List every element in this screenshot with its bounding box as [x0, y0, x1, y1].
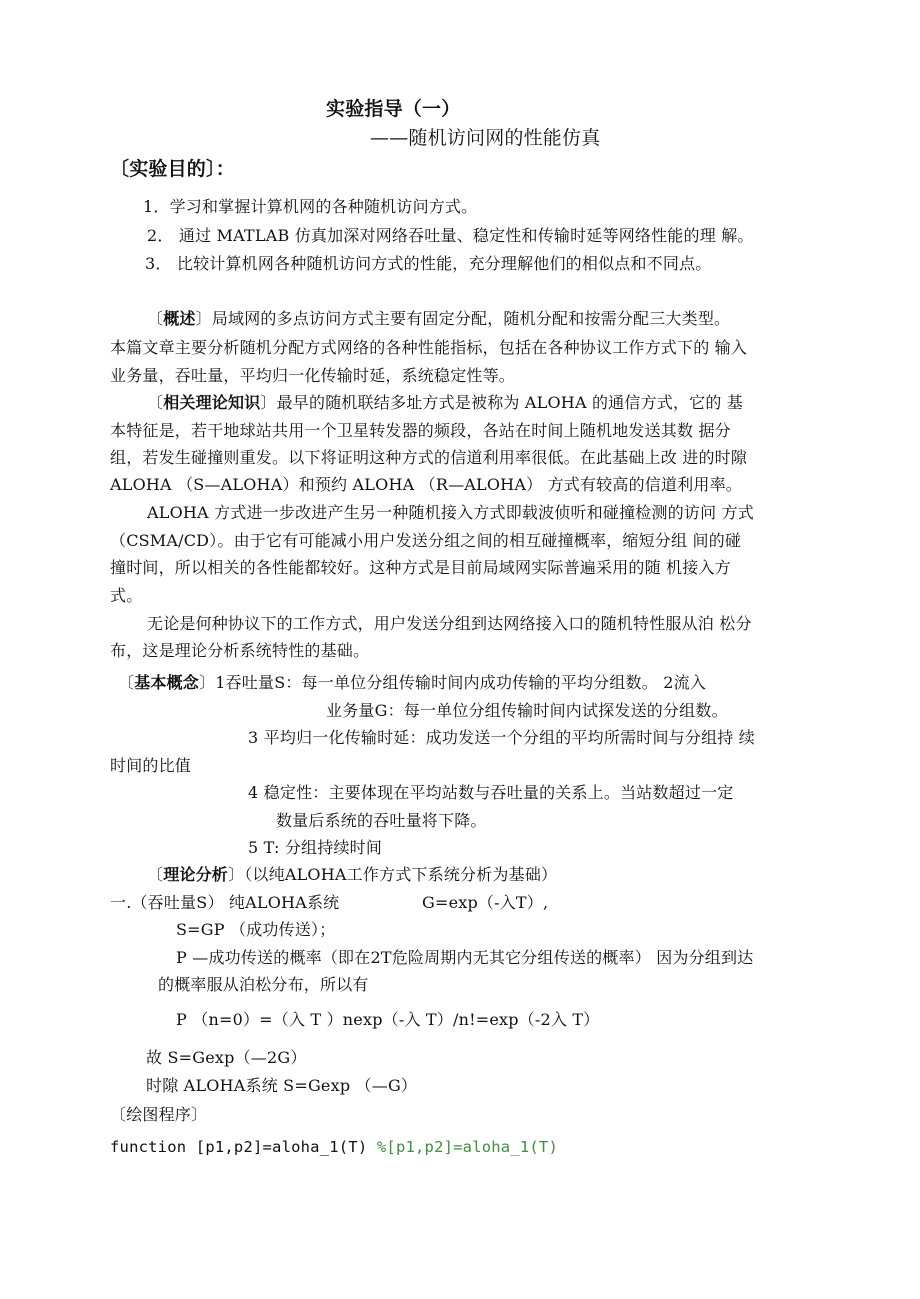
theory-p3-line-2: 布，这是理论分析系统特性的基础。	[110, 641, 370, 660]
overview-line-3: 业务量，吞吐量，平均归一化传输时延，系统稳定性等。	[110, 366, 516, 385]
concepts-line-5: 4 稳定性：主要体现在平均站数与吞吐量的关系上。当站数超过一定	[248, 783, 734, 802]
analysis-result-2: 时隙 ALOHA系统 S=Gexp （—G）	[146, 1076, 418, 1095]
analysis-line-3: P —成功传送的概率（即在2T危险周期内无其它分组传送的概率） 因为分组到达	[176, 948, 754, 967]
theory-p2-line-3: 撞时间，所以相关的各性能都较好。这种方式是目前局域网实际普遍采用的随 机接入方	[110, 558, 731, 577]
overview-line-2: 本篇文章主要分析随机分配方式网络的各种性能指标，包括在各种协议工作方式下的 输入	[110, 338, 748, 357]
analysis-heading: 〔理论分析〕（以纯ALOHA工作方式下系统分析为基础）	[147, 865, 558, 884]
theory-line-3: 组，若发生碰撞则重发。以下将证明这种方式的信道利用率很低。在此基础上改 进的时隙	[110, 448, 748, 467]
concepts-text-1: 1吞吐量S：每一单位分组传输时间内成功传输的平均分组数。 2流入	[215, 673, 707, 692]
theory-line-1: 〔相关理论知识〕最早的随机联结多址方式是被称为 ALOHA 的通信方式，它的 基	[147, 393, 744, 412]
overview-line-1: 〔概述〕局域网的多点访问方式主要有固定分配，随机分配和按需分配三大类型。	[147, 309, 731, 328]
theory-p2-line-2: （CSMA/CD）。由于它有可能减小用户发送分组之间的相互碰撞概率，缩短分组 间的碰	[110, 531, 742, 550]
code-function-signature: function [p1,p2]=aloha_1(T)	[110, 1138, 377, 1156]
concepts-label: 基本概念	[134, 673, 200, 692]
concepts-line-1: 〔基本概念〕1吞吐量S：每一单位分组传输时间内成功传输的平均分组数。 2流入	[118, 673, 707, 692]
objective-item-1: 1．学习和掌握计算机网的各种随机访问方式。	[143, 197, 478, 216]
concepts-line-6: 数量后系统的吞吐量将下降。	[276, 811, 487, 830]
objective-item-3: 3． 比较计算机网各种随机访问方式的性能，充分理解他们的相似点和不同点。	[145, 254, 712, 273]
concepts-line-2: 业务量G：每一单位分组传输时间内试探发送的分组数。	[326, 701, 728, 720]
objective-heading: 〔实验目的〕：	[110, 158, 235, 180]
theory-line-2: 本特征是，若干地球站共用一个卫星转发器的频段，各站在时间上随机地发送其数 据分	[110, 421, 731, 440]
code-line-1	[110, 1136, 558, 1158]
theory-label: 相关理论知识	[163, 393, 261, 412]
theory-p2-line-4: 式。	[110, 586, 143, 605]
objective-item-2: 2． 通过 MATLAB 仿真加深对网络吞吐量、稳定性和传输时延等网络性能的理 解。	[147, 226, 754, 245]
analysis-line-1b: G=exp（-入T）,	[422, 893, 549, 912]
page-subtitle: ——随机访问网的性能仿真	[370, 127, 601, 149]
program-heading: 〔绘图程序〕	[110, 1105, 208, 1124]
theory-p2-line-1: ALOHA 方式进一步改进产生另一种随机接入方式即载波侦听和碰撞检测的访问 方式	[147, 503, 754, 522]
analysis-line-2: S=GP （成功传送）；	[176, 920, 336, 939]
concepts-line-4: 时间的比值	[110, 756, 192, 775]
page-title: 实验指导（一）	[326, 98, 461, 120]
concepts-line-7: 5 T: 分组持续时间	[248, 838, 383, 857]
theory-p3-line-1: 无论是何种协议下的工作方式，用户发送分组到达网络接入口的随机特性服从泊 松分	[147, 614, 752, 633]
overview-label: 概述	[163, 309, 196, 328]
overview-text-1: 局域网的多点访问方式主要有固定分配，随机分配和按需分配三大类型。	[211, 309, 731, 328]
analysis-result-1: 故 S=Gexp（—2G）	[146, 1048, 307, 1067]
analysis-line-1a: 一.（吞吐量S） 纯ALOHA系统	[110, 893, 340, 912]
code-comment: %[p1,p2]=aloha_1(T)	[376, 1138, 558, 1156]
theory-line-4: ALOHA （S—ALOHA）和预约 ALOHA （R—ALOHA） 方式有较高的信道利用率。	[110, 475, 742, 494]
analysis-formula: P （n=0）=（入 T ）nexp（-入 T）/n!=exp（-2入 T）	[176, 1010, 600, 1029]
analysis-line-4: 的概率服从泊松分布，所以有	[158, 975, 369, 994]
theory-text-1: 最早的随机联结多址方式是被称为 ALOHA 的通信方式，它的 基	[276, 393, 744, 412]
analysis-note: （以纯ALOHA工作方式下系统分析为基础）	[244, 865, 558, 884]
concepts-line-3: 3 平均归一化传输时延：成功发送一个分组的平均所需时间与分组持 续	[248, 728, 755, 747]
analysis-label: 理论分析	[163, 865, 229, 884]
